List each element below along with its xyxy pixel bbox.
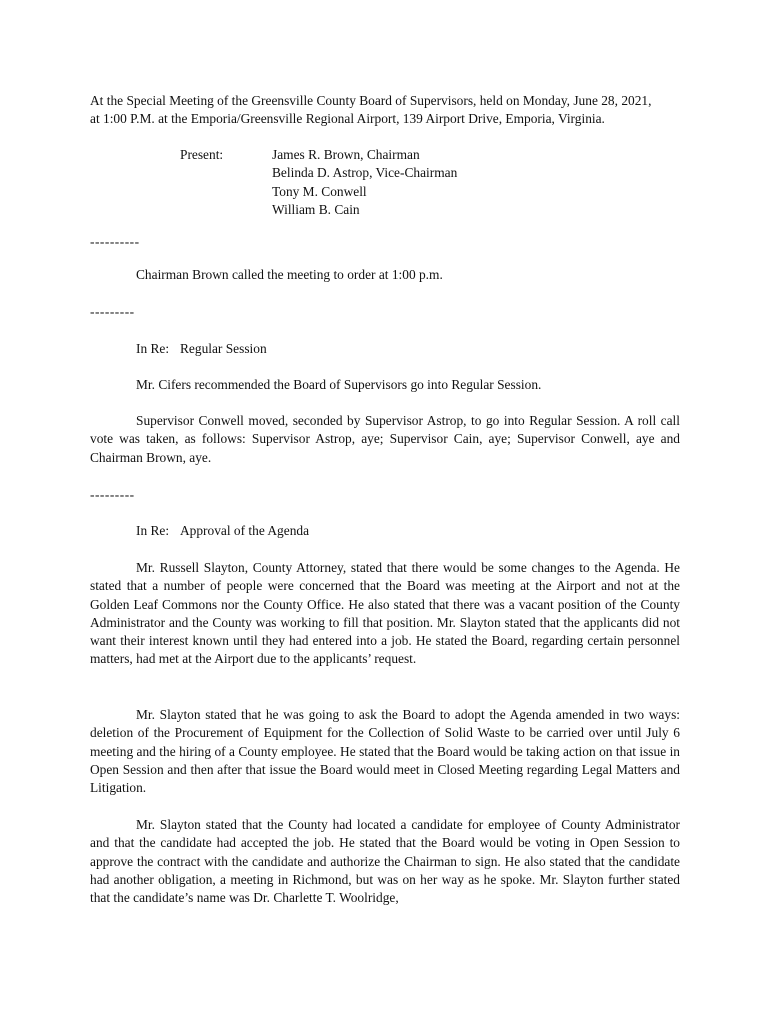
present-members-list [272, 146, 457, 219]
separator-2: --------- [90, 304, 135, 319]
in-re-label: In Re: [136, 341, 170, 356]
intro-line-1: At the Special Meeting of the Greensville County Board of Supervisors, held on Monday, June 28, 2021, [90, 93, 652, 108]
member-brown: James R. Brown, Chairman [272, 147, 420, 162]
regular-session-motion: Supervisor Conwell moved, seconded by Supervisor Astrop, to go into Regular Session. A roll call vote was taken, as follows: Supervisor Astrop, aye; Supervisor Cain, aye; Supervisor Conwell, aye and Chairman Brown, aye. [90, 413, 680, 465]
member-astrop: Belinda D. Astrop, Vice-Chairman [272, 165, 458, 181]
agenda-heading [136, 522, 309, 540]
agenda-paragraph-3: Mr. Slayton stated that the County had located a candidate for employee of County Administrator and that the candidate had accepted the job. He stated that the Board would be voting in Open Session to approve the contract with the candidate and authorize the Chairman to sign. He also stated that the candidate had another obligation, a meeting in Richmond, but was on her way as he spoke. Mr. Slayton further stated that the candidate’s name was Dr. Charlette T. Woolridge, [90, 817, 680, 906]
regular-session-recommendation: Mr. Cifers recommended the Board of Supervisors go into Regular Session. [136, 377, 542, 392]
regular-session-heading [136, 340, 267, 358]
member-conwell: Tony M. Conwell [272, 183, 367, 199]
in-re-label: In Re: [136, 523, 170, 538]
agenda-title: Approval of the Agenda [180, 523, 310, 538]
regular-session-title: Regular Session [180, 341, 267, 356]
member-cain: William B. Cain [272, 201, 360, 217]
call-to-order: Chairman Brown called the meeting to order at 1:00 p.m. [136, 267, 443, 282]
meeting-intro [90, 92, 680, 129]
intro-line-2: at 1:00 P.M. at the Emporia/Greensville Regional Airport, 139 Airport Drive, Emporia, Virginia. [90, 111, 605, 127]
agenda-paragraph-1: Mr. Russell Slayton, County Attorney, stated that there would be some changes to the Agenda. He stated that a number of people were concerned that the Board was meeting at the Airport and not at the Golden Leaf Commons nor the County Office. He also stated that there was a vacant position of the County Administrator and the County was working to fill that position. Mr. Slayton stated that the applicants did not want their interest known until they had entered into a job. He stated the Board, regarding certain personnel matters, had met at the Airport due to the applicants’ request. [90, 560, 680, 667]
separator-1: ---------- [90, 234, 140, 249]
separator-3: --------- [90, 487, 135, 502]
present-label: Present: [180, 147, 224, 162]
agenda-paragraph-2: Mr. Slayton stated that he was going to ask the Board to adopt the Agenda amended in two ways: deletion of the Procurement of Equipment for the Collection of Solid Waste to be carried over until July 6 meeting and the hiring of a County employee. He stated that the Board would be taking action on that issue in Open Session and then after that issue the Board would meet in Closed Meeting regarding Legal Matters and Litigation. [90, 707, 680, 796]
